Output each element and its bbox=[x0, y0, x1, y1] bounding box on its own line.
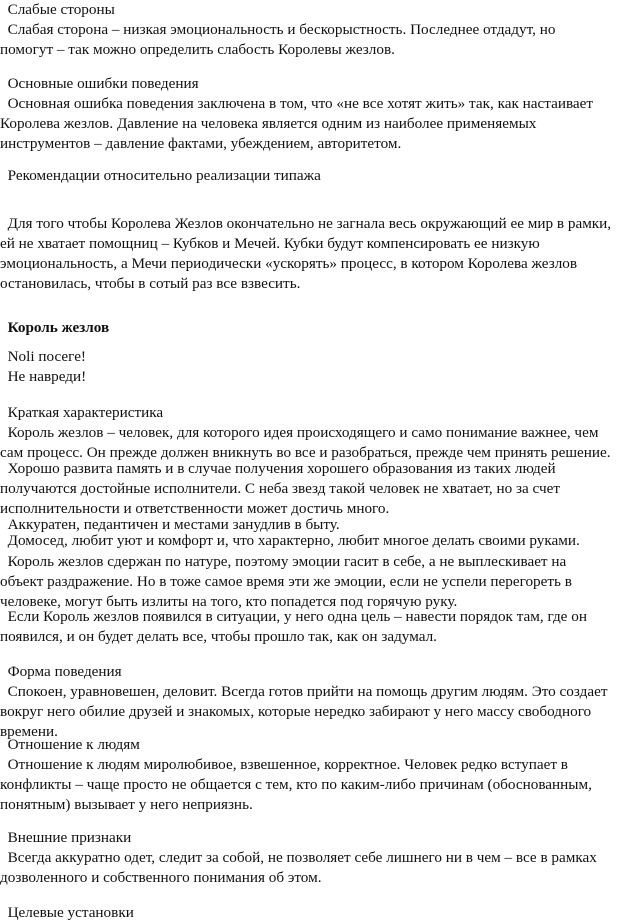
main-mistakes-heading: Основные ошибки поведения bbox=[0, 75, 199, 92]
attitude-heading: Отношение к людям bbox=[0, 736, 140, 753]
main-mistakes-text: Основная ошибка поведения заключена в том, что «не все хотят жить» так, как настаивает Королева жезлов. Давление на человека является одним из наиболее применяемых инструментов – давление фактами, убеждением, авторитетом. bbox=[0, 95, 597, 152]
brief-paragraph-3: Аккуратен, педантичен и местами занудлив в быту. bbox=[0, 516, 340, 533]
behavior-heading: Форма поведения bbox=[0, 663, 122, 680]
king-of-wands-title: Король жезлов bbox=[0, 319, 110, 336]
motto-line-2: Не навреди! bbox=[0, 368, 87, 385]
weak-sides-heading: Слабые стороны bbox=[0, 1, 115, 18]
weak-sides-text: Слабая сторона – низкая эмоциональность и бескорыстность. Последнее отдадут, но помогут – так можно определить слабость Королевы жезлов. bbox=[0, 21, 560, 58]
brief-paragraph-4: Домосед, любит уют и комфорт и, что характерно, любит многое делать своими руками. bbox=[0, 532, 580, 549]
motto-line-1: Noli посеге! bbox=[0, 348, 86, 365]
attitude-text: Отношение к людям миролюбивое, взвешенное, корректное. Человек редко вступает в конфликты – чаще просто не общается с тем, кто по каким-либо причинам (обоснованным, понятным) вызывает у него неприязнь. bbox=[0, 756, 596, 813]
brief-characteristic-heading: Краткая характеристика bbox=[0, 404, 164, 421]
behavior-text: Спокоен, уравновешен, деловит. Всегда готов прийти на помощь другим людям. Это создает вокруг него обилие друзей и знакомых, которые нередко забирают у него массу свободного времени. bbox=[0, 683, 612, 740]
brief-paragraph-1: Король жезлов – человек, для которого идея происходящего и само понимание важнее, чем сам процесс. Он прежде должен вникнуть во все и разобраться, прежде чем принять решение. bbox=[0, 424, 611, 461]
external-signs-text: Всегда аккуратно одет, следит за собой, не позволяет себе лишнего ни в чем – все в рамках дозволенного и собственного понимания об этом. bbox=[0, 849, 601, 886]
brief-paragraph-5: Король жезлов сдержан по натуре, поэтому эмоции гасит в себе, а не выплескивает на объект раздражение. Но в тоже самое время эти же эмоции, если не успели перегореть в человеке, могут быть излиты на того, кто попадется под горячую руку. bbox=[0, 553, 576, 610]
external-signs-heading: Внешние признаки bbox=[0, 829, 132, 846]
recommendations-heading: Рекомендации относительно реализации типажа bbox=[0, 167, 321, 184]
recommendations-text: Для того чтобы Королева Жезлов окончательно не загнала весь окружающий ее мир в рамки, ей не хватает помощниц – Кубков и Мечей. Кубки будут компенсировать ее низкую эмоциональность, а Мечи периодически «ускорять» процесс, в котором Королева жезлов остановилась, чтобы в сотый раз все взвесить. bbox=[0, 215, 615, 292]
target-settings-heading: Целевые установки bbox=[0, 904, 134, 921]
brief-paragraph-2: Хорошо развита память и в случае получения хорошего образования из таких людей получаются достойные исполнители. С неба звезд такой человек не хватает, но за счет исполнительности и ответственности может достичь много. bbox=[0, 460, 564, 517]
brief-paragraph-6: Если Король жезлов появился в ситуации, у него одна цель – навести порядок там, где он появился, и он будет делать все, чтобы прошло так, как он задумал. bbox=[0, 608, 591, 645]
